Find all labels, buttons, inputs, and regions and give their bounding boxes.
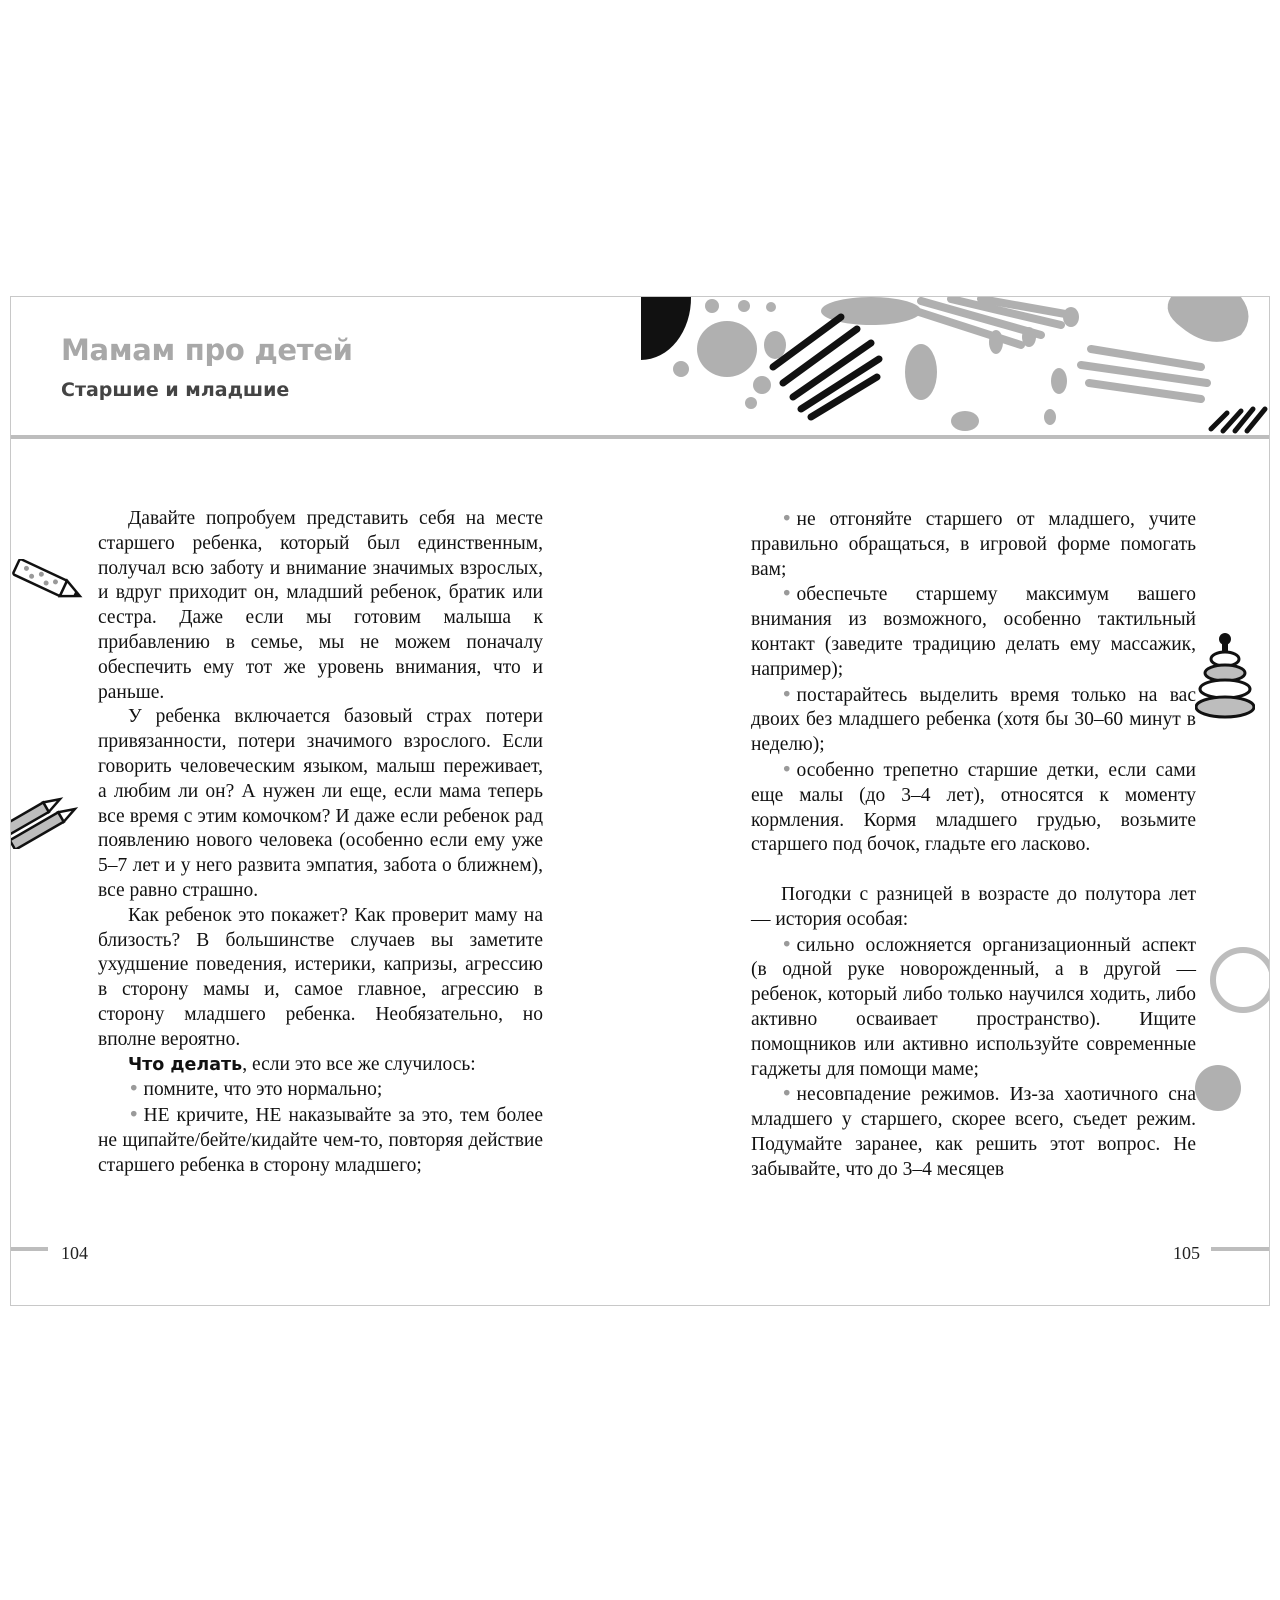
pencils-icon (11, 785, 81, 849)
bullet-icon: • (781, 507, 793, 530)
list-item: • НЕ кричите, НЕ наказывайте за это, тем более не щипайте/бейте/кидайте чем-то, повторяя действие старшего ребенка в сторону младшего; (98, 1103, 543, 1176)
bullet-icon: • (781, 1082, 793, 1106)
list-item: • не отгоняйте старшего от младшего, учите правильно обращаться, в игровой форме помогать вам; (751, 507, 1196, 580)
paragraph: У ребенка включается базовый страх потери привязанности, потери значимого взрослого. Если говорить человеческим языком, малыш переживает, а любим ли он? А нужен ли еще, если мама теперь все время с этим комочком? И даже если ребенок рад появлению нового человека (особенно если ему уже 5–7 лет и у него развита эмпатия, забота о ближнем), все равно страшно. (98, 706, 543, 901)
list-item: • сильно осложняется организационный аспект (в одной руке новорожденный, а в другой — ребенок, который либо только научился ходить, либо активно осваивает пространство). Ищите помощников или активно используйте современные гаджеты для помощи маме; (751, 932, 1196, 1080)
left-page (98, 507, 543, 1179)
page-number-left: 104 (61, 1243, 88, 1263)
page-number-right: 105 (1173, 1243, 1200, 1263)
chapter-title: Старшие и младшие (61, 379, 290, 401)
list-item: • помните, что это нормально; (128, 1077, 383, 1101)
bullet-icon: • (781, 682, 793, 706)
bullet-icon: • (128, 1103, 140, 1127)
list-item: • обеспечьте старшему максимум вашего внимания из возможного, особенно тактильный контакт (заведите традицию делать ему массажик, например); (751, 582, 1196, 680)
book-title: Мамам про детей (61, 333, 353, 367)
ring-icon (1207, 945, 1270, 1015)
bullet-icon: • (781, 757, 793, 781)
what-to-do-bold: Что делать (128, 1054, 243, 1075)
header-rule (11, 435, 1269, 439)
bullet-icon: • (128, 1077, 140, 1101)
pencil-icon (11, 559, 91, 605)
what-to-do-line (98, 1053, 543, 1078)
book-spread (10, 296, 1270, 1306)
paragraph: Погодки с разницей в возрасте до полутора лет — история особая: (751, 883, 1196, 930)
bullet-icon: • (781, 932, 793, 956)
footer-rule-left (11, 1247, 48, 1251)
bullet-icon: • (781, 582, 793, 606)
paragraph: Как ребенок это покажет? Как проверит маму на близость? В большинстве случаев вы заметите ухудшение поведения, истерики, капризы, агрессию в сторону мамы и, самое главное, агрессию в сторону младшего ребенка. Необязательно, но вполне вероятно. (98, 904, 543, 1050)
footer-rule-right (1211, 1247, 1270, 1251)
list-item: • особенно трепетно старшие детки, если сами еще малы (до 3–4 лет), относятся к моменту кормления. Кормя младшего грудью, возьмите старшего под бочок, гладьте его ласково. (751, 757, 1196, 856)
right-page (751, 507, 1196, 1183)
list-item: • постарайтесь выделить время только на вас двоих без младшего ребенка (хотя бы 30–60 минут в неделю); (751, 682, 1196, 756)
header-decoration (641, 297, 1270, 435)
stacking-toy-icon (1195, 631, 1255, 727)
paragraph: Давайте попробуем представить себя на месте старшего ребенка, который был единственным, получал всю заботу и внимание значимых взрослых, и вдруг приходит он, младший ребенок, братик или сестра. Даже если мы готовим малыша к прибавлению в семье, мы не можем поначалу обеспечить ему тот же уровень внимания, что и раньше. (98, 508, 543, 703)
list-item: • несовпадение режимов. Из-за хаотичного сна младшего у старшего, скорее всего, съедет режим. Подумайте заранее, как решить этот вопрос. Не забывайте, что до 3–4 месяцев (751, 1082, 1196, 1180)
what-to-do-rest: , если это все же случилось: (242, 1053, 476, 1075)
dot-icon (1193, 1063, 1243, 1113)
